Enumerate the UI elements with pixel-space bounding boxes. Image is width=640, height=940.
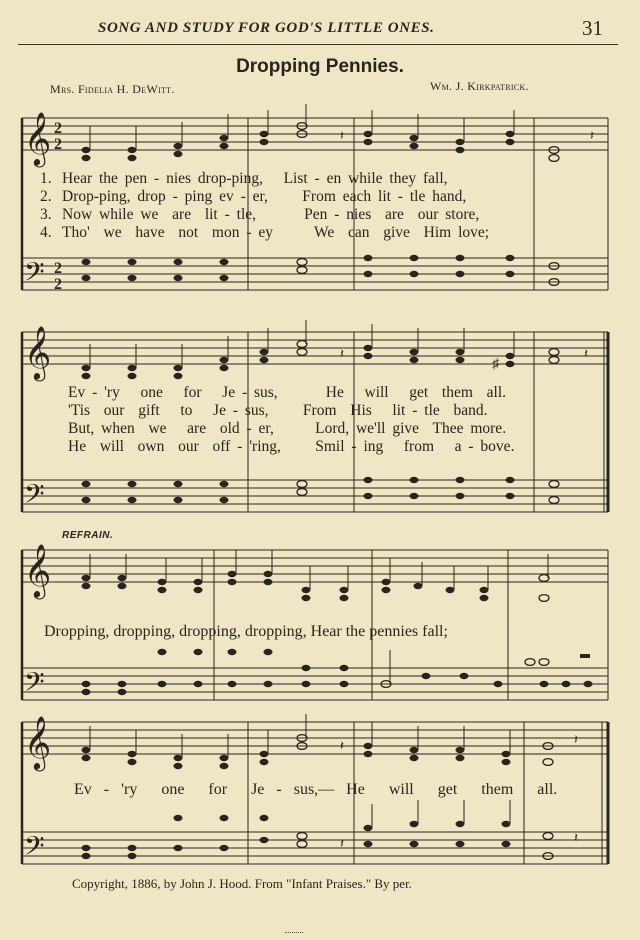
- refrain-lyric-line-2: Ev - 'ry one for Je - sus,— He will get them all.: [74, 781, 558, 798]
- refrain-lyric-line-1: Dropping, dropping, dropping, dropping, Hear the pennies fall;: [44, 623, 448, 640]
- svg-text:𝄽: 𝄽: [340, 738, 344, 753]
- svg-text:𝄽: 𝄽: [340, 346, 344, 361]
- svg-text:2: 2: [54, 120, 62, 137]
- svg-text:𝄢: 𝄢: [24, 830, 45, 868]
- svg-text:2: 2: [54, 276, 62, 293]
- page-number: 31: [582, 16, 603, 40]
- svg-text:𝄞: 𝄞: [24, 715, 52, 769]
- verse-2-line-a: 2. Drop-ping, drop - ping ev - er, From each lit - tle hand,: [40, 188, 467, 205]
- music-system-2: [14, 318, 612, 522]
- svg-text:𝄽: 𝄽: [584, 346, 588, 361]
- copyright-notice: Copyright, 1886, by John J. Hood. From "Infant Praises." By per.: [72, 876, 412, 891]
- svg-text:𝄽: 𝄽: [590, 128, 594, 143]
- svg-text:𝄢: 𝄢: [24, 478, 45, 516]
- lyricist-credit: Mrs. Fidelia H. DeWitt.: [50, 82, 175, 96]
- composer-credit: Wm. J. Kirkpatrick.: [430, 79, 529, 93]
- refrain-label: REFRAIN.: [62, 530, 114, 541]
- music-system-1: [14, 104, 612, 304]
- svg-text:𝄽: 𝄽: [574, 732, 578, 747]
- running-head: [0, 14, 640, 42]
- svg-text:𝄢: 𝄢: [24, 666, 45, 704]
- svg-text:2: 2: [54, 260, 62, 277]
- svg-text:𝄽: 𝄽: [340, 128, 344, 143]
- header-rule: [18, 44, 618, 45]
- svg-text:𝄽: 𝄽: [340, 836, 344, 851]
- verse-3-line-a: 3. Now while we are lit - tle, Pen - nies are our store,: [40, 206, 480, 223]
- song-title: Dropping Pennies.: [236, 56, 404, 77]
- verse-4-line-b: He will own our off - 'ring, Smil - ing from a - bove.: [68, 438, 515, 455]
- svg-text:2: 2: [54, 136, 62, 153]
- verse-4-line-a: 4. Tho' we have not mon - ey We can give Him love;: [40, 224, 490, 241]
- svg-text:♯: ♯: [492, 357, 499, 372]
- svg-text:𝄞: 𝄞: [24, 111, 52, 165]
- running-title: SONG AND STUDY FOR GOD'S LITTLE ONES.: [98, 20, 435, 36]
- svg-text:𝄢: 𝄢: [24, 256, 45, 294]
- verse-2-line-b: 'Tis our gift to Je - sus, From His lit - tle band.: [68, 402, 488, 419]
- verse-1-line-b: Ev - 'ry one for Je - sus, He will get them all.: [68, 384, 507, 401]
- music-system-3: [14, 538, 612, 710]
- svg-text:𝄞: 𝄞: [24, 325, 52, 379]
- svg-text:𝄽: 𝄽: [574, 830, 578, 845]
- svg-text:𝄞: 𝄞: [24, 543, 52, 597]
- verse-1-line-a: 1. Hear the pen - nies drop-ping, List - en while they fall,: [40, 170, 448, 187]
- verse-3-line-b: But, when we are old - er, Lord, we'll give Thee more.: [68, 420, 507, 437]
- page-mark: [285, 932, 303, 936]
